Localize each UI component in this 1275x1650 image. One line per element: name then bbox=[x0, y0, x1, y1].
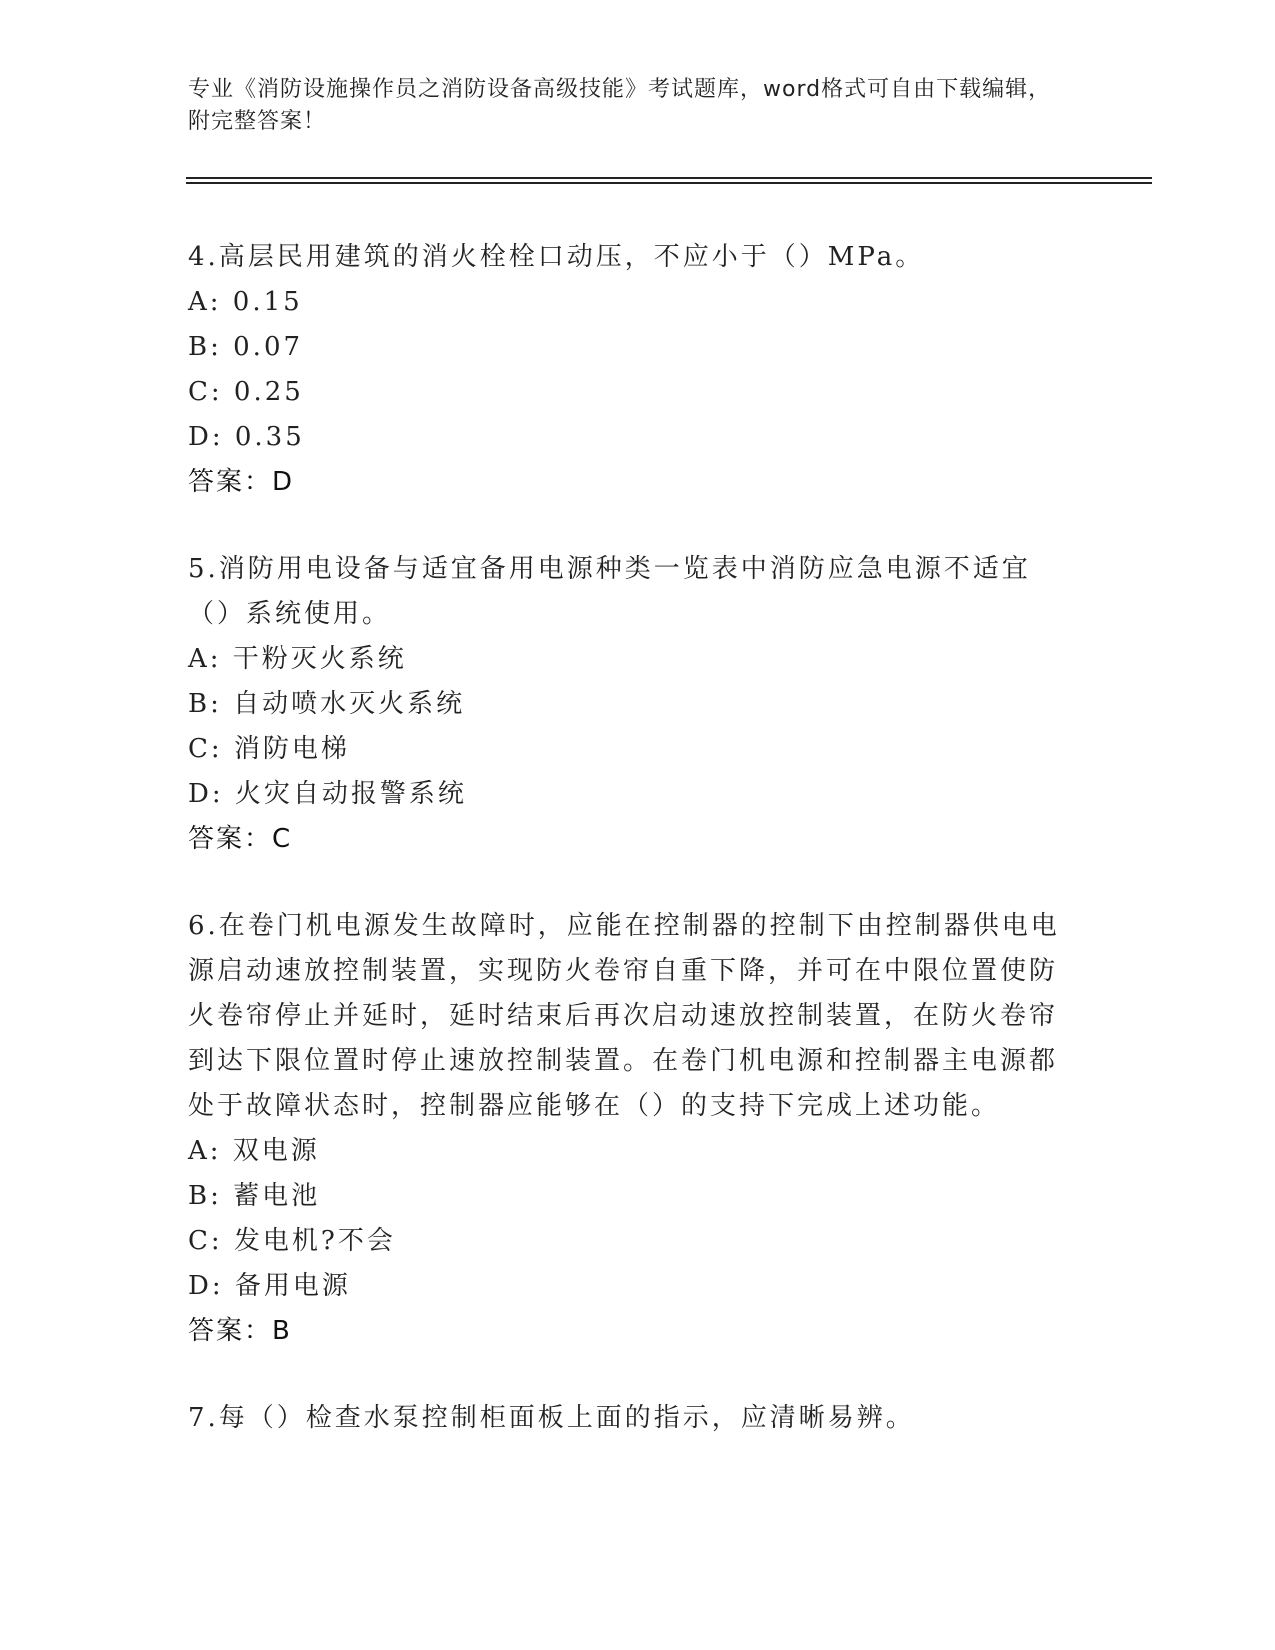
option-c: C: 发电机?不会 bbox=[188, 1226, 396, 1256]
option-a: A: 0.15 bbox=[188, 287, 303, 317]
option-b: B: 0.07 bbox=[188, 332, 304, 362]
document-header: 专业《消防设施操作员之消防设备高级技能》考试题库，word格式可自由下载编辑，附完整答案！ bbox=[188, 77, 1052, 134]
option-a: A: 双电源 bbox=[188, 1136, 320, 1166]
answer: 答案：B bbox=[188, 1316, 292, 1346]
answer: 答案：D bbox=[188, 467, 295, 497]
header-divider-top bbox=[186, 177, 1152, 179]
question-list bbox=[188, 235, 1068, 1483]
option-d: D: 0.35 bbox=[188, 422, 305, 452]
option-b: B: 自动喷水灭火系统 bbox=[188, 689, 466, 719]
question-5 bbox=[188, 547, 1068, 862]
option-b: B: 蓄电池 bbox=[188, 1181, 321, 1211]
option-a: A: 干粉灭火系统 bbox=[188, 644, 407, 674]
header-divider-bottom bbox=[186, 182, 1152, 184]
question-text: 4.高层民用建筑的消火栓栓口动压，不应小于（）MPa。 bbox=[188, 242, 925, 272]
question-text: 7.每（）检查水泵控制柜面板上面的指示，应清晰易辨。 bbox=[188, 1403, 915, 1433]
question-6 bbox=[188, 904, 1068, 1354]
question-text: 6.在卷门机电源发生故障时，应能在控制器的控制下由控制器供电电源启动速放控制装置，实现防火卷帘自重下降，并可在中限位置使防火卷帘停止并延时，延时结束后再次启动速放控制装置，在防火卷帘到达下限位置时停止速放控制装置。在卷门机电源和控制器主电源都处于故障状态时，控制器应能够在（）的支持下完成上述功能。 bbox=[188, 911, 1060, 1121]
question-text: 5.消防用电设备与适宜备用电源种类一览表中消防应急电源不适宜（）系统使用。 bbox=[188, 554, 1031, 629]
answer: 答案：C bbox=[188, 824, 293, 854]
option-d: D: 备用电源 bbox=[188, 1271, 351, 1301]
question-4 bbox=[188, 235, 1068, 505]
option-d: D: 火灾自动报警系统 bbox=[188, 779, 467, 809]
option-c: C: 0.25 bbox=[188, 377, 304, 407]
option-c: C: 消防电梯 bbox=[188, 734, 350, 764]
question-7 bbox=[188, 1396, 1068, 1441]
